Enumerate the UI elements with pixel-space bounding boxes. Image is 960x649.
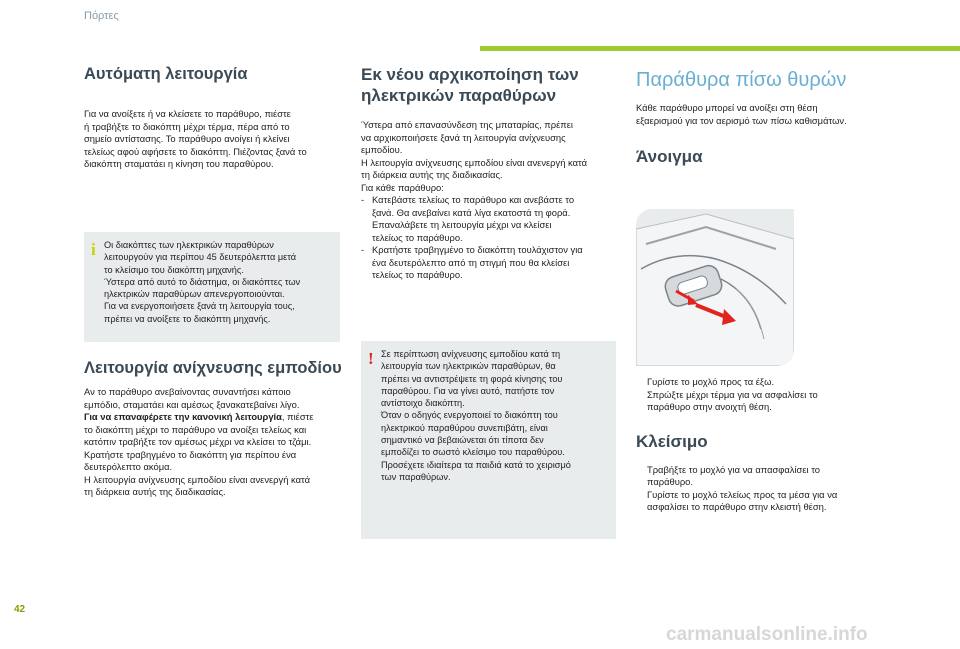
page-number: 42 (14, 604, 26, 615)
closing-step-2: Γυρίστε το μοχλό τελείως προς τα μέσα για να ασφαλίσει το παράθυρο στην κλειστή θέση. (647, 488, 838, 512)
list-item (636, 376, 896, 389)
section-label: Πόρτες (84, 10, 119, 22)
opening-steps-block (636, 376, 896, 514)
reinit-intro: Ύστερα από επανασύνδεση της μπαταρίας, πρέπει να αρχικοποιήσετε ξανά τη λειτουργία ανίχνευσης εμποδίου. Η λειτουργία ανίχνευσης εμποδίου είναι ανενεργή κατά τη διάρκεια αυτής της διαδικασίας. Για κάθε παράθυρο: (361, 119, 588, 193)
list-item (636, 389, 896, 414)
obstacle-text-a: Αν το παράθυρο ανεβαίνοντας συναντήσει κάποιο εμπόδιο, σταματάει και αμέσως ξανακατεβαίνει λίγο. (84, 386, 300, 410)
window-latch-icon (636, 209, 794, 366)
rear-windows-title: Παράθυρα πίσω θυρών (636, 69, 847, 91)
obstacle-text-b: , πιέστε το διακόπτη μέχρι το παράθυρο να ανοίξει τελείως και κατόπιν τραβήξτε τον αμέσως μέχρι να κλείσει το τζάμι. Κρατήστε τραβηγμένο το διακόπτη για περίπου ένα δευτερόλεπτο ακόμα. Η λειτουργία ανίχνευσης εμποδίου είναι ανενεργή κατά τη διάρκεια αυτής της διαδικασίας. (84, 411, 314, 497)
list-item (361, 244, 616, 282)
warning-icon: ! (368, 349, 374, 368)
info-note-text: Οι διακόπτες των ηλεκτρικών παραθύρων λειτουργούν για περίπου 45 δευτερόλεπτα μετά το κλείσιμο του διακόπτη μηχανής. Ύστερα από αυτό το διάστημα, οι διακόπτες των ηλεκτρικών παραθύρων απενεργοποιούνται. Για να ενεργοποιήσετε ξανά τη λειτουργία τους, πρέπει να ανοίξετε το διακόπτη μηχανής. (104, 240, 301, 324)
dash-mark: - (361, 194, 365, 205)
list-item (361, 194, 616, 244)
opening-title: Άνοιγμα (636, 147, 703, 166)
automatic-title: Αυτόματη λειτουργία (84, 65, 248, 83)
list-item (636, 464, 896, 489)
list-item (636, 489, 896, 514)
rear-windows-intro: Κάθε παράθυρο μπορεί να ανοίξει στη θέση εξαερισμού για τον αερισμό των πίσω καθισμάτων. (636, 102, 847, 126)
column-automatic (84, 64, 344, 171)
column-reinit (361, 64, 616, 282)
obstacle-title: Λειτουργία ανίχνευσης εμποδίου (84, 359, 342, 377)
header-accent-bar (480, 46, 960, 51)
info-icon: i (91, 240, 96, 259)
closing-title: Κλείσιμο (636, 431, 708, 451)
reinit-step-1: Κατεβάστε τελείως το παράθυρο και ανεβάστε το ξανά. Θα ανεβαίνει κατά λίγα εκατοστά τη φορά. Επαναλάβετε τη λειτουργία μέχρι να κλείσει τελείως το παράθυρο. (372, 194, 575, 243)
opening-step-2: Σπρώξτε μέχρι τέρμα για να ασφαλίσει το παράθυρο στην ανοιχτή θέση. (647, 388, 818, 412)
closing-step-1: Τραβήξτε το μοχλό για να απασφαλίσει το παράθυρο. (647, 463, 820, 487)
closing-steps (636, 464, 896, 514)
reinit-title: Εκ νέου αρχικοποίηση των ηλεκτρικών παραθύρων (361, 65, 579, 105)
rear-window-illustration (636, 209, 794, 366)
warning-note-text: Σε περίπτωση ανίχνευσης εμποδίου κατά τη λειτουργία των ηλεκτρικών παραθύρων, θα πρέπει να αντιστρέψετε τη φορά κίνησης του παραθύρου. Για να γίνει αυτό, πατήστε τον αντίστοιχο διακόπτη. Όταν ο οδηγός ενεργοποιεί το διακόπτη του ηλεκτρικού παραθύρου συνεπιβάτη, είναι σημαντικό να βεβαιώνεται ότι τίποτα δεν εμποδίζει το σωστό κλείσιμο του παραθύρου. Προσέχετε ιδιαίτερα τα παιδιά κατά το χειρισμό των παραθύρων. (381, 349, 571, 482)
obstacle-text-bold: Για να επαναφέρετε την κανονική λειτουργία (84, 411, 282, 422)
watermark: carmanualsonline.info (666, 624, 868, 645)
column-rear-windows (636, 68, 896, 167)
info-note (84, 232, 340, 342)
reinit-step-2: Κρατήστε τραβηγμένο το διακόπτη τουλάχιστον για ένα δευτερόλεπτο από τη στιγμή που θα κλείσει τελείως το παράθυρο. (372, 244, 583, 280)
obstacle-text (84, 386, 349, 499)
opening-steps (636, 376, 896, 414)
dash-mark: - (361, 244, 365, 255)
column-obstacle (84, 358, 349, 499)
opening-step-1: Γυρίστε το μοχλό προς τα έξω. (647, 376, 775, 387)
warning-note (361, 341, 616, 539)
reinit-steps (361, 194, 616, 282)
automatic-intro: Για να ανοίξετε ή να κλείσετε το παράθυρο, πιέστε ή τραβήξτε το διακόπτη μέχρι τέρμα, πέρα από το σημείο αντίστασης. Το παράθυρο ανοίγει ή κλείνει τελείως αφού αφήσετε το διακόπτη. Πιέζοντας ξανά το διακόπτη σταματάει η κίνηση του παραθύρου. (84, 108, 307, 169)
